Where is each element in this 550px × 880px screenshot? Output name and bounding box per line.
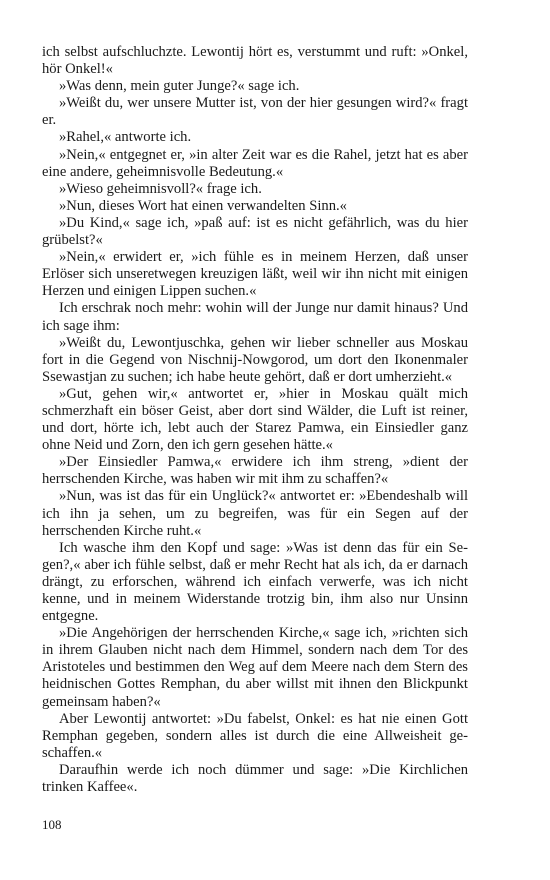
- paragraph-6: »Nun, dieses Wort hat einen verwandelten Sinn.«: [59, 197, 347, 214]
- paragraph-16: Aber Lewontij antwortet: »Du fabelst, Onkel: es hat nie einen Gott Remphan gegeben, sondern alles ist durch die eine Allweisheit geschaffen.«: [42, 710, 468, 761]
- paragraph-0: ich selbst aufschluchzte. Lewontij hört es, verstummt und ruft: »Onkel, hör Onkel!«: [42, 44, 468, 78]
- paragraph-9: Ich erschrak noch mehr: wohin will der Junge nur damit hinaus? Und ich sage ihm:: [42, 300, 468, 334]
- paragraph-11: »Gut, gehen wir,« antwortet er, »hier in Moskau quält mich schmerzhaft ein böser Geist, aber dort sind Wälder, die Luft ist reiner, und dort, hörte ich, lebt auch der Starez Pamwa, ein Einsiedler ganz ohne Neid und Zorn, den ich gern gesehen hätte.«: [42, 385, 468, 454]
- paragraph-7: »Du Kind,« sage ich, »paß auf: ist es nicht gefährlich, was du hier grübelst?«: [42, 214, 468, 249]
- paragraph-3: »Rahel,« antworte ich.: [59, 129, 192, 146]
- page-number: 108: [42, 817, 62, 832]
- paragraph-4: »Nein,« entgegnet er, »in alter Zeit war es die Rahel, jetzt hat es aber eine andere, geheimnisvolle Bedeutung.«: [42, 146, 468, 180]
- paragraph-14: Ich wasche ihm den Kopf und sage: »Was ist denn das für ein Segen?,« aber ich fühle selbst, daß er mehr Recht hat als ich, da er darnach drängt, zu erforschen, während ich einfach verwerfe, was ich nicht kenne, und in meinem Widerstande trotzig bin, ihm also nur Unsinn entgegne.: [42, 539, 468, 625]
- paragraph-13: »Nun, was ist das für ein Unglück?« antwortet er: »Ebendeshalb will ich ihn ja sehen, um zu begreifen, was für ein Segen auf der herrschenden Kirche ruht.«: [42, 488, 468, 539]
- paragraph-17: Daraufhin werde ich noch dümmer und sage: »Die Kirchlichen trinken Kaffee«.: [42, 761, 468, 796]
- body-text: [42, 44, 468, 796]
- paragraph-2: »Weißt du, wer unsere Mutter ist, von der hier gesungen wird?« fragt er.: [42, 95, 468, 129]
- paragraph-15: »Die Angehörigen der herrschenden Kirche,« sage ich, »richten sich in ihrem Glauben nicht nach dem Himmel, sondern nach dem Tor des Aristoteles und bestimmen den Weg auf dem Meere nach dem Stern des heidnischen Gottes Remphan, du aber willst mit ihnen den Blickpunkt gemeinsam haben?«: [42, 625, 468, 710]
- paragraph-1: »Was denn, mein guter Junge?« sage ich.: [59, 78, 300, 95]
- paragraph-5: »Wieso geheimnisvoll?« frage ich.: [59, 180, 262, 197]
- paragraph-8: »Nein,« erwidert er, »ich fühle es in meinem Herzen, daß unser Erlöser sich unseretwegen kreuzigen läßt, weil wir ihn nicht mit einigen Herzen und einigen Lippen suchen.«: [42, 249, 468, 300]
- paragraph-10: »Weißt du, Lewontjuschka, gehen wir lieber schneller aus Moskau fort in die Gegend von Nischnij-Nowgorod, um dort den Ikonenmaler Ssewastjan zu suchen; ich habe heute gehört, daß er dort umherzieht.«: [42, 334, 468, 385]
- paragraph-12: »Der Einsiedler Pamwa,« erwidere ich ihm streng, »dient der herrschenden Kirche, was haben wir mit ihm zu schaffen?«: [42, 454, 468, 488]
